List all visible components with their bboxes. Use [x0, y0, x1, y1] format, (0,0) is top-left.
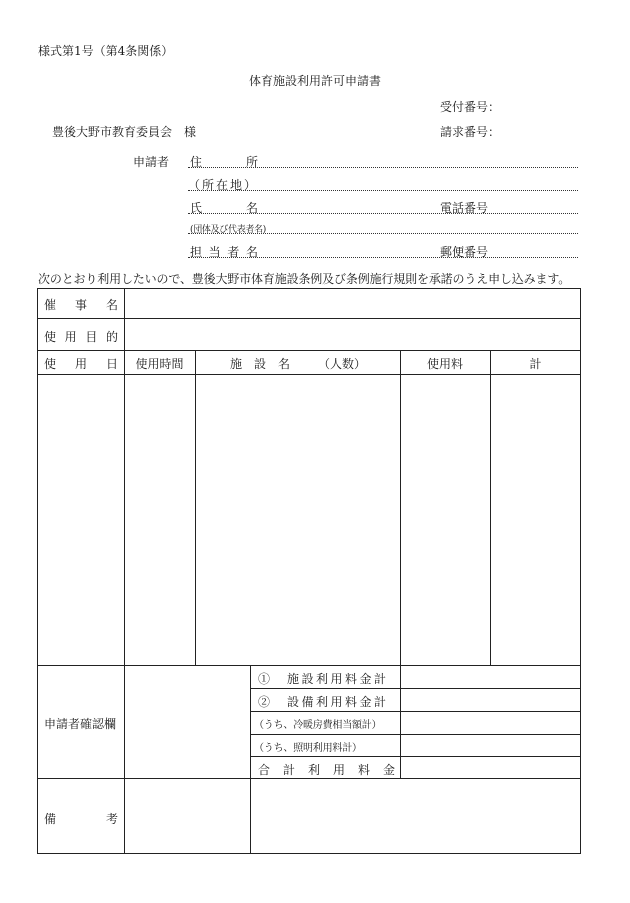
facility-fee-amount[interactable]	[402, 667, 579, 687]
page-title: 体育施設利用許可申請書	[248, 74, 381, 88]
fee-row-grand-total: 合計利用料金	[258, 763, 409, 777]
billing-number-label: 請求番号：	[440, 125, 501, 139]
address-field[interactable]	[188, 167, 578, 168]
fee-row-lighting: （うち、照明利用料計）	[254, 743, 362, 754]
column-date: 使 用 日	[44, 357, 118, 371]
statement: 次のとおり利用したいので、豊後大野市体育施設条例及び条例施行規則を承諾のうえ申し込みます。	[38, 272, 571, 286]
contact-label: 担 当 者 名	[190, 245, 258, 259]
name-field[interactable]	[188, 213, 578, 214]
time-entry-area[interactable]	[126, 376, 194, 664]
column-total: 計	[529, 357, 542, 371]
group-note: (団体及び代表者名)	[190, 225, 267, 235]
date-entry-area[interactable]	[39, 376, 123, 664]
purpose-field[interactable]	[126, 320, 578, 349]
remarks-field-left[interactable]	[126, 780, 249, 852]
receipt-number-label: 受付番号：	[440, 100, 501, 114]
name-label: 氏 名	[190, 201, 258, 215]
postal-label: 郵便番号	[440, 245, 489, 259]
purpose-label: 使 用 目 的	[44, 330, 118, 344]
grand-total-amount[interactable]	[402, 758, 579, 777]
fee-row-facility: ① 施設利用料金計	[258, 672, 389, 686]
column-time: 使用時間	[135, 357, 184, 371]
fee-row-equipment: ② 設備利用料金計	[258, 695, 389, 709]
lighting-fee-amount[interactable]	[402, 736, 579, 755]
confirmation-field[interactable]	[126, 667, 249, 777]
remarks-label: 備 考	[44, 812, 118, 826]
address-label: 住 所	[190, 155, 258, 169]
column-people: （人数）	[318, 357, 367, 371]
phone-label: 電話番号	[440, 201, 489, 215]
equipment-fee-amount[interactable]	[402, 690, 579, 710]
location-label: （所在地）	[188, 178, 259, 192]
location-field[interactable]	[188, 190, 578, 191]
addressee: 豊後大野市教育委員会 様	[52, 125, 197, 139]
fee-entry-area[interactable]	[402, 376, 489, 664]
form-id: 様式第1号（第4条関係）	[38, 44, 174, 58]
remarks-field-right[interactable]	[252, 780, 579, 852]
group-field[interactable]	[188, 233, 578, 234]
contact-field[interactable]	[188, 257, 578, 258]
total-entry-area[interactable]	[492, 376, 579, 664]
column-facility: 施 設 名	[230, 357, 290, 371]
event-name-label: 催 事 名	[44, 298, 118, 312]
facility-entry-area[interactable]	[197, 376, 399, 664]
column-fee: 使用料	[426, 357, 463, 371]
heating-fee-amount[interactable]	[402, 713, 579, 733]
fee-row-heating: （うち、冷暖房費相当額計）	[254, 720, 382, 731]
confirmation-label: 申請者確認欄	[44, 717, 117, 731]
event-name-field[interactable]	[126, 290, 578, 317]
applicant-label: 申請者	[133, 155, 170, 169]
